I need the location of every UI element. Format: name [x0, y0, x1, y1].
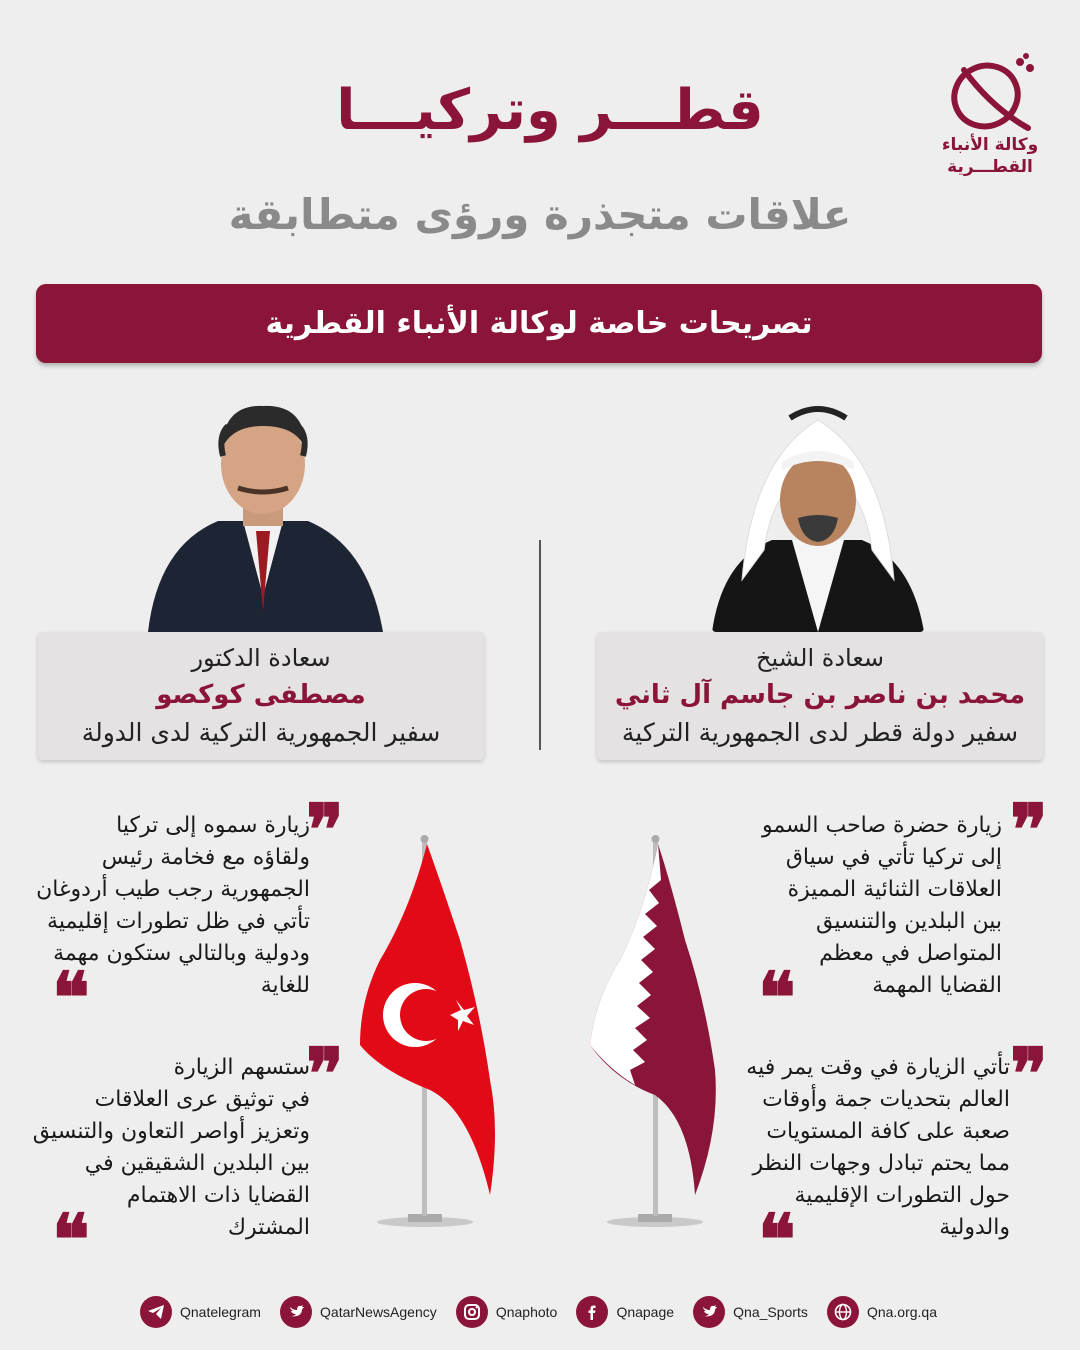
quote-close-mark: ❝ — [758, 956, 796, 1039]
turkish-quote-2: ستسهم الزيارة في توثيق عرى العلاقات وتعزيز أواصر التعاون والتنسيق بين البلدين الشقيقين في القضايا ذات الاهتمام المشترك — [32, 1055, 310, 1240]
quote-close-mark: ❝ — [52, 1198, 90, 1281]
telegram-link[interactable] — [140, 1296, 261, 1328]
qatari-ambassador-honorific: سعادة الشيخ — [755, 644, 884, 672]
qatari-ambassador-name: محمد بن ناصر بن جاسم آل ثاني — [614, 680, 1026, 710]
globe-icon — [827, 1296, 859, 1328]
logo-line-1: وكالة الأنباء — [941, 135, 1039, 155]
turkish-ambassador-role: سفير الجمهورية التركية لدى الدولة — [81, 718, 441, 747]
twitter-icon — [693, 1296, 725, 1328]
turkish-ambassador-card — [38, 632, 484, 760]
qatar-flag — [575, 830, 745, 1230]
quote-close-mark: ❝ — [758, 1198, 796, 1281]
subtitle: علاقات متجذرة ورؤى متطابقة — [228, 190, 852, 239]
turkey-flag — [340, 830, 510, 1230]
twitter-label: QatarNewsAgency — [320, 1304, 437, 1320]
turkish-ambassador-portrait — [138, 396, 388, 632]
qatari-ambassador-portrait — [712, 400, 924, 632]
turkish-ambassador-name: مصطفى كوكصو — [156, 680, 366, 710]
twitter-icon — [280, 1296, 312, 1328]
facebook-icon — [576, 1296, 608, 1328]
instagram-link[interactable] — [456, 1296, 558, 1328]
qatari-ambassador-card — [597, 632, 1043, 760]
twitter-sports-link[interactable] — [693, 1296, 808, 1328]
turkish-ambassador-honorific: سعادة الدكتور — [191, 644, 331, 672]
quote-open-mark: ❞ — [1010, 1032, 1048, 1115]
qna-logo-mark — [942, 48, 1038, 134]
qatari-ambassador-role: سفير دولة قطر لدى الجمهورية التركية — [621, 718, 1019, 747]
banner-text: تصريحات خاصة لوكالة الأنباء القطرية — [265, 306, 813, 341]
twitter-link[interactable] — [280, 1296, 437, 1328]
qatari-quote-2: تأتي الزيارة في وقت يمر فيه العالم بتحديات جمة وأوقات صعبة على كافة المستويات مما يحتم تبادل وجهات النظر حول التطورات الإقليمية والدولية — [746, 1055, 1010, 1240]
footer-social-bar — [140, 1296, 960, 1334]
facebook-link[interactable] — [576, 1296, 674, 1328]
quote-open-mark: ❞ — [306, 1032, 344, 1115]
qna-logo — [930, 48, 1050, 188]
qatari-quote-1: زيارة حضرة صاحب السمو إلى تركيا تأتي في سياق العلاقات الثنائية المميزة بين البلدين والتنسيق المتواصل في معظم القضايا المهمة — [761, 813, 1002, 998]
instagram-icon — [456, 1296, 488, 1328]
telegram-icon — [140, 1296, 172, 1328]
turkish-quote-1: زيارة سموه إلى تركيا ولقاؤه مع فخامة رئيس الجمهورية رجب طيب أردوغان تأتي في ظل تطورات إقليمية ودولية وبالتالي ستكون مهمة للغاية — [36, 813, 310, 998]
website-label: Qna.org.qa — [866, 1304, 938, 1320]
quote-open-mark: ❞ — [1010, 788, 1048, 871]
instagram-label: Qnaphoto — [495, 1304, 558, 1320]
facebook-label: Qnapage — [616, 1304, 675, 1320]
divider — [539, 540, 541, 750]
logo-line-2: القطـــرية — [947, 157, 1033, 177]
main-title: قطـــر وتركيـــا — [336, 78, 764, 143]
website-link[interactable] — [827, 1296, 937, 1328]
quote-close-mark: ❝ — [52, 956, 90, 1039]
twitter-sports-label: Qna_Sports — [733, 1304, 808, 1320]
telegram-label: Qnatelegram — [180, 1304, 261, 1320]
banner — [36, 284, 1042, 363]
quote-open-mark: ❞ — [306, 788, 344, 871]
